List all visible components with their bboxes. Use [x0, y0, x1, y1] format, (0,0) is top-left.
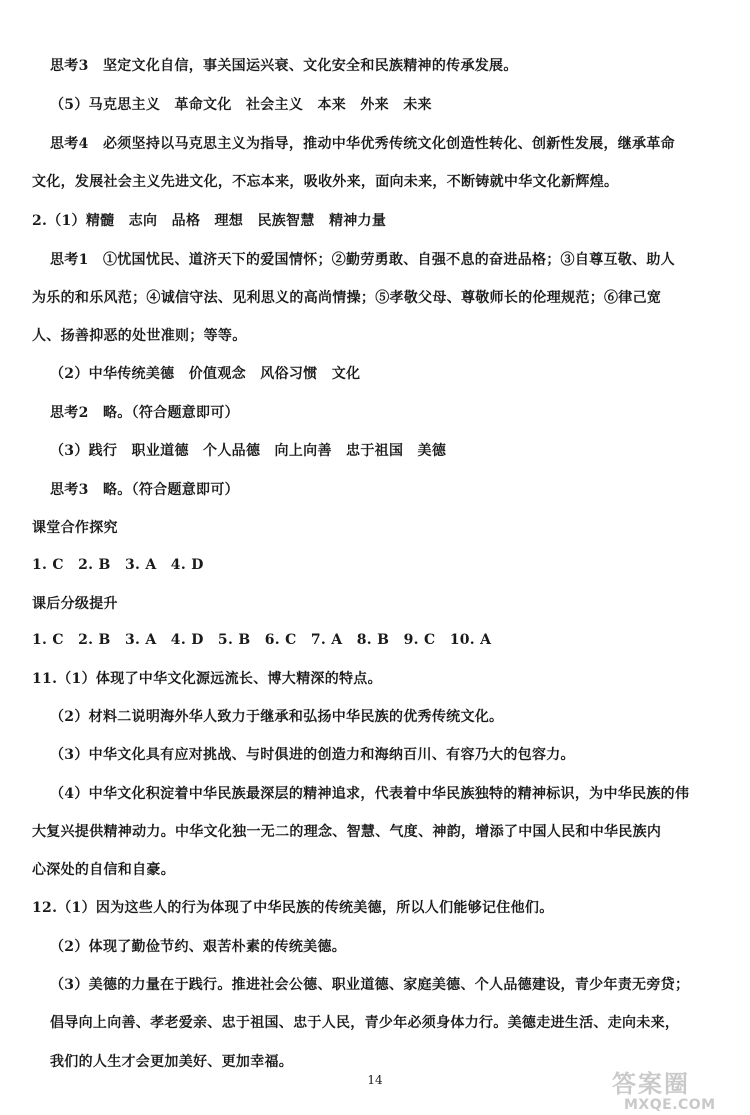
think-1-line-2: 为乐的和乐风范；④诚信守法、见利思义的高尚情操；⑤孝敬父母、尊敬师长的伦理规范；⑥律己宽 — [32, 290, 662, 306]
think-1-line-3: 人、扬善抑恶的处世准则；等等。 — [32, 328, 247, 344]
think-2-line: 思考2 略。（符合题意即可） — [50, 405, 239, 421]
question-11-item-2: （2）材料二说明海外华人致力于继承和弘扬中华民族的优秀传统文化。 — [50, 709, 504, 725]
think-1-line-1: 思考1 ①忧国忧民、道济天下的爱国情怀；②勤劳勇敢、自强不息的奋进品格；③自尊互敬、助人 — [50, 252, 675, 268]
think-4-line-2: 文化，发展社会主义先进文化，不忘本来，吸收外来，面向未来，不断铸就中华文化新辉煌。 — [32, 174, 619, 190]
question-11-item-3: （3）中华文化具有应对挑战、与时俱进的创造力和海纳百川、有容乃大的包容力。 — [50, 747, 575, 763]
question-12-item-3-line-1: （3）美德的力量在于践行。推进社会公德、职业道德、家庭美德、个人品德建设，青少年责无旁贷； — [50, 977, 690, 993]
question-2-item-1: 2.（1）精髓 志向 品格 理想 民族智慧 精神力量 — [32, 213, 387, 229]
question-11-item-4-line-2: 大复兴提供精神动力。中华文化独一无二的理念、智慧、气度、神韵，增添了中国人民和中华民族内 — [32, 824, 662, 840]
question-12-item-3-line-2: 倡导向上向善、孝老爱亲、忠于祖国、忠于人民，青少年必须身体力行。美德走进生活、走向未来， — [50, 1015, 680, 1031]
question-2-item-2: （2）中华传统美德 价值观念 风俗习惯 文化 — [50, 366, 361, 382]
question-11-item-4-line-3: 心深处的自信和自豪。 — [32, 862, 175, 878]
watermark-logo — [590, 1070, 748, 1114]
section-heading-after-class: 课后分级提升 — [32, 596, 118, 612]
watermark-logo-text: 答案圈 — [612, 1070, 690, 1098]
think-3-line: 思考3 坚定文化自信，事关国运兴衰、文化安全和民族精神的传承发展。 — [50, 58, 518, 74]
page-number: 14 — [367, 1073, 383, 1087]
think-3-line-b: 思考3 略。（符合题意即可） — [50, 482, 239, 498]
item-5-answer: （5）马克思主义 革命文化 社会主义 本来 外来 未来 — [50, 97, 432, 113]
think-4-line-1: 思考4 必须坚持以马克思主义为指导，推动中华优秀传统文化创造性转化、创新性发展，继承革命 — [50, 136, 675, 152]
after-class-answers: 1. C 2. B 3. A 4. D 5. B 6. C 7. A 8. B 9. C 10. A — [32, 632, 492, 648]
question-11-item-1: 11.（1）体现了中华文化源远流长、博大精深的特点。 — [32, 671, 382, 687]
question-12-item-2: （2）体现了勤俭节约、艰苦朴素的传统美德。 — [50, 939, 347, 955]
question-12-item-1: 12.（1）因为这些人的行为体现了中华民族的传统美德，所以人们能够记住他们。 — [32, 900, 554, 916]
class-cooperation-answers: 1. C 2. B 3. A 4. D — [32, 557, 204, 573]
section-heading-class-cooperation: 课堂合作探究 — [32, 520, 118, 536]
question-11-item-4-line-1: （4）中华文化积淀着中华民族最深层的精神追求，代表着中华民族独特的精神标识，为中华民族的伟 — [50, 786, 690, 802]
question-2-item-3: （3）践行 职业道德 个人品德 向上向善 忠于祖国 美德 — [50, 443, 447, 459]
watermark-url: MXQE.COM — [624, 1097, 716, 1113]
question-12-item-3-line-3: 我们的人生才会更加美好、更加幸福。 — [50, 1054, 294, 1070]
